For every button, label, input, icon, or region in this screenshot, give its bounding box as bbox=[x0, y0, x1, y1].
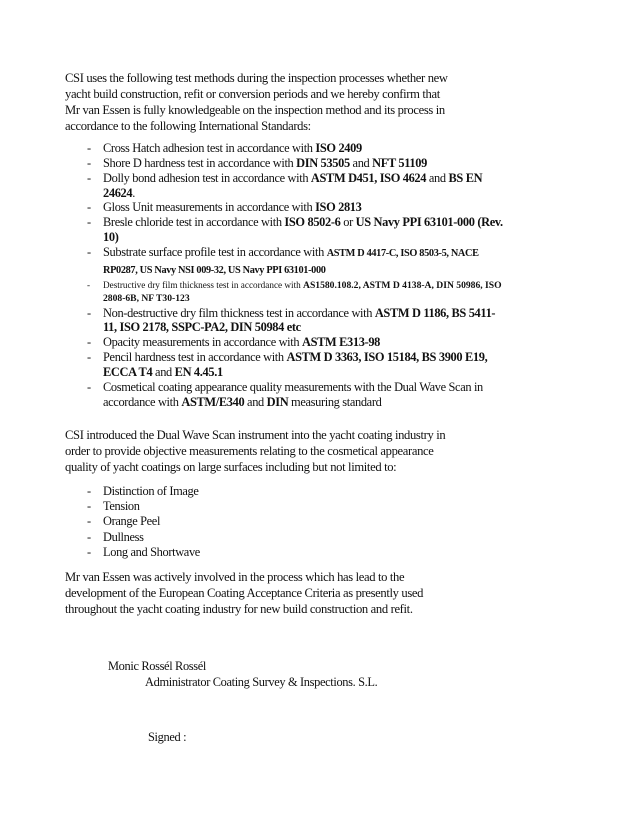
quality-item: - Orange Peel bbox=[87, 514, 507, 529]
intro-paragraph bbox=[65, 71, 495, 135]
closing-line: development of the European Coating Acceptance Criteria as presently used bbox=[65, 585, 424, 600]
quality-item: - Tension bbox=[87, 499, 507, 514]
method-item-dolly-bond: - Dolly bond adhesion test in accordance with ASTM D451, ISO 4624 and BS EN 24624. bbox=[87, 171, 507, 201]
quality-item: - Dullness bbox=[87, 530, 507, 545]
dws-line: quality of yacht coatings on large surfaces including but not limited to: bbox=[65, 459, 397, 474]
method-item-pencil-hardness: - Pencil hardness test in accordance with ASTM D 3363, ISO 15184, BS 3900 E19, ECCA T4 and EN 4.45.1 bbox=[87, 350, 507, 380]
method-item-gloss-unit: - Gloss Unit measurements in accordance with ISO 2813 bbox=[87, 200, 507, 215]
method-item-destructive-dft: - Destructive dry film thickness test in accordance with AS1580.108.2, ASTM D 4138-A, DIN 50986, ISO 2808-6B, NF T30-123 bbox=[87, 279, 507, 306]
closing-line: Mr van Essen was actively involved in the process which has lead to the bbox=[65, 570, 405, 584]
intro-line: accordance to the following International Standards: bbox=[65, 118, 311, 133]
closing-line: throughout the yacht coating industry for new build construction and refit. bbox=[65, 601, 413, 616]
quality-list bbox=[87, 484, 507, 560]
quality-item: - Distinction of Image bbox=[87, 484, 507, 499]
method-item-dual-wave-scan: - Cosmetical coating appearance quality measurements with the Dual Wave Scan in accordance with ASTM/E340 and DIN measuring standard bbox=[87, 380, 507, 410]
closing-paragraph bbox=[65, 570, 495, 618]
signed-label: Signed : bbox=[148, 730, 187, 744]
intro-line: yacht build construction, refit or conversion periods and we hereby confirm that bbox=[65, 86, 440, 101]
method-item-nondestructive-dft: - Non-destructive dry film thickness test in accordance with ASTM D 1186, BS 5411-11, ISO 2178, SSPC-PA2, DIN 50984 etc bbox=[87, 306, 507, 336]
quality-item: - Long and Shortwave bbox=[87, 545, 507, 560]
method-item-opacity: - Opacity measurements in accordance with ASTM E313-98 bbox=[87, 335, 507, 350]
method-item-bresle-chloride: - Bresle chloride test in accordance with ISO 8502-6 or US Navy PPI 63101-000 (Rev. 10) bbox=[87, 215, 507, 245]
test-methods-list bbox=[87, 141, 507, 410]
dws-line: order to provide objective measurements relating to the cosmetical appearance bbox=[65, 443, 434, 458]
signatory-title: Administrator Coating Survey & Inspections. S.L. bbox=[145, 675, 378, 689]
intro-line: CSI uses the following test methods during the inspection processes whether new bbox=[65, 71, 448, 85]
method-item-cross-hatch: - Cross Hatch adhesion test in accordance with ISO 2409 bbox=[87, 141, 507, 156]
dws-paragraph bbox=[65, 428, 495, 476]
intro-line: Mr van Essen is fully knowledgeable on the inspection method and its process in bbox=[65, 102, 445, 117]
method-item-surface-profile: - Substrate surface profile test in accordance with ASTM D 4417-C, ISO 8503-5, NACE RP0287, US Navy NSI 009-32, US Navy PPI 63101-000 bbox=[87, 245, 507, 279]
method-item-shore-d: - Shore D hardness test in accordance with DIN 53505 and NFT 51109 bbox=[87, 156, 507, 171]
signatory-name: Monic Rossél Rossél bbox=[108, 659, 206, 673]
dws-line: CSI introduced the Dual Wave Scan instrument into the yacht coating industry in bbox=[65, 428, 446, 442]
